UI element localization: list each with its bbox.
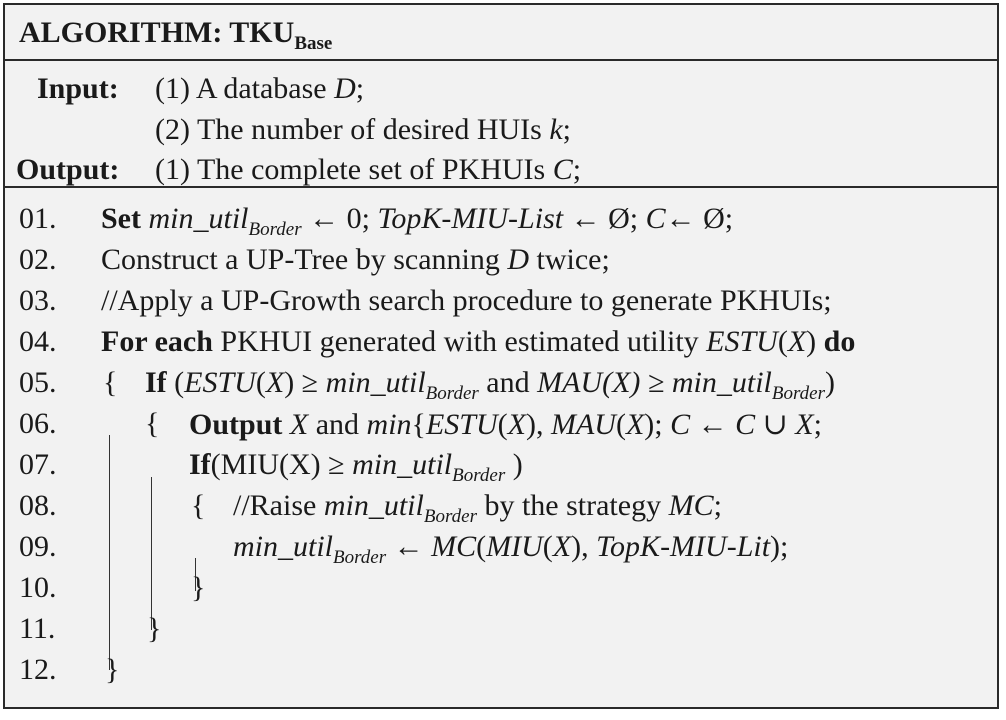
code-line-07: 07. If(MIU(X) ≥ min_util$_{Border}$ ) (19, 448, 523, 486)
algorithm-header (5, 5, 997, 61)
input-label: Input: (37, 72, 119, 105)
code-line-12: 12. } (19, 653, 120, 686)
input-line-1: (1) A database D; (155, 72, 365, 105)
code-line-03: 03. //Apply a UP-Growth search procedure to generate PKHUIs; (19, 284, 832, 317)
input-output-section (5, 61, 997, 188)
algorithm-body (5, 188, 997, 708)
code-line-08: 08. { //Raise min_util$_{Border}$ by the strategy MC; (19, 489, 722, 527)
input-line-2: (2) The number of desired HUIs k; (155, 113, 572, 146)
algorithm-box (3, 3, 999, 709)
code-line-01: 01. Set min_util$_{Border}$ ← 0; TopK-MIU-List ← Ø; C← Ø; (19, 202, 734, 240)
output-line-1: (1) The complete set of PKHUIs C; (155, 153, 582, 186)
code-line-10: 10. } (19, 571, 206, 604)
code-line-04: 04. For each PKHUI generated with estimated utility ESTU(X) do (19, 325, 856, 358)
output-label: Output: (16, 153, 120, 186)
algorithm-title: ALGORITHM: $TKU_{Base}$ (19, 16, 333, 54)
code-line-09: 09. min_util$_{Border}$ ← MC(MIU(X), TopK-MIU-Lit); (19, 530, 789, 568)
code-line-02: 02. Construct a UP-Tree by scanning D twice; (19, 243, 610, 276)
code-line-06: 06. { Output X and min{ESTU(X), MAU(X); C ← C ∪ X; (19, 407, 822, 441)
code-line-11: 11. } (19, 612, 162, 645)
code-line-05: 05. { If (ESTU(X) ≥ min_util$_{Border}$ and MAU(X) ≥ min_util$_{Border}$) (19, 366, 836, 404)
